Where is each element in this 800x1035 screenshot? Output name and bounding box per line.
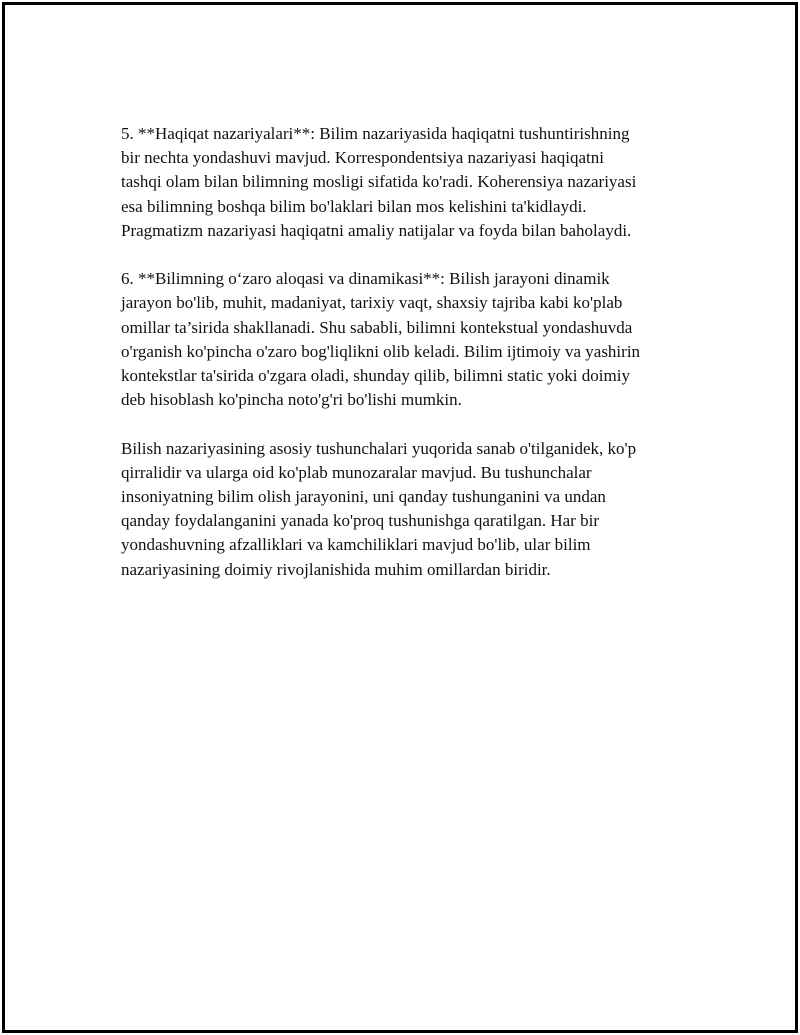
paragraph-truth-theories: 5. **Haqiqat nazariyalari**: Bilim nazariyasida haqiqatni tushuntirishning bir nechta yondashuvi mavjud. Korrespondentsiya nazariyasi haqiqatni tashqi olam bilan bilimning mosligi sifatida ko'radi. Koherensiya nazariyasi esa bilimning boshqa bilim bo'laklari bilan mos kelishini ta'kidlaydi. Pragmatizm nazariyasi haqiqatni amaliy natijalar va foyda bilan baholaydi. <box>121 124 637 240</box>
document-body <box>121 122 711 606</box>
paragraph-knowledge-dynamics: 6. **Bilimning o‘zaro aloqasi va dinamikasi**: Bilish jarayoni dinamik jarayon bo'lib, muhit, madaniyat, tarixiy vaqt, shaxsiy tajriba kabi ko'plab omillar ta’sirida shakllanadi. Shu sababli, bilimni kontekstual yondashuvda o'rganish ko'pincha o'zaro bog'liqlikni olib keladi. Bilim ijtimoiy va yashirin kontekstlar ta'sirida o'zgara oladi, shunday qilib, bilimni static yoki doimiy deb hisoblash ko'pincha noto'g'ri bo'lishi mumkin. <box>121 269 641 410</box>
paragraph-conclusion: Bilish nazariyasining asosiy tushunchalari yuqorida sanab o'tilganidek, ko'p qirralidir va ularga oid ko'plab munozaralar mavjud. Bu tushunchalar insoniyatning bilim olish jarayonini, uni qanday tushunganini va undan qanday foydalanganini yanada ko'proq tushunishga qaratilgan. Har bir yondashuvning afzalliklari va kamchiliklari mavjud bo'lib, ular bilim nazariyasining doimiy rivojlanishida muhim omillardan biridir. <box>121 438 637 579</box>
page-frame <box>2 2 798 1033</box>
